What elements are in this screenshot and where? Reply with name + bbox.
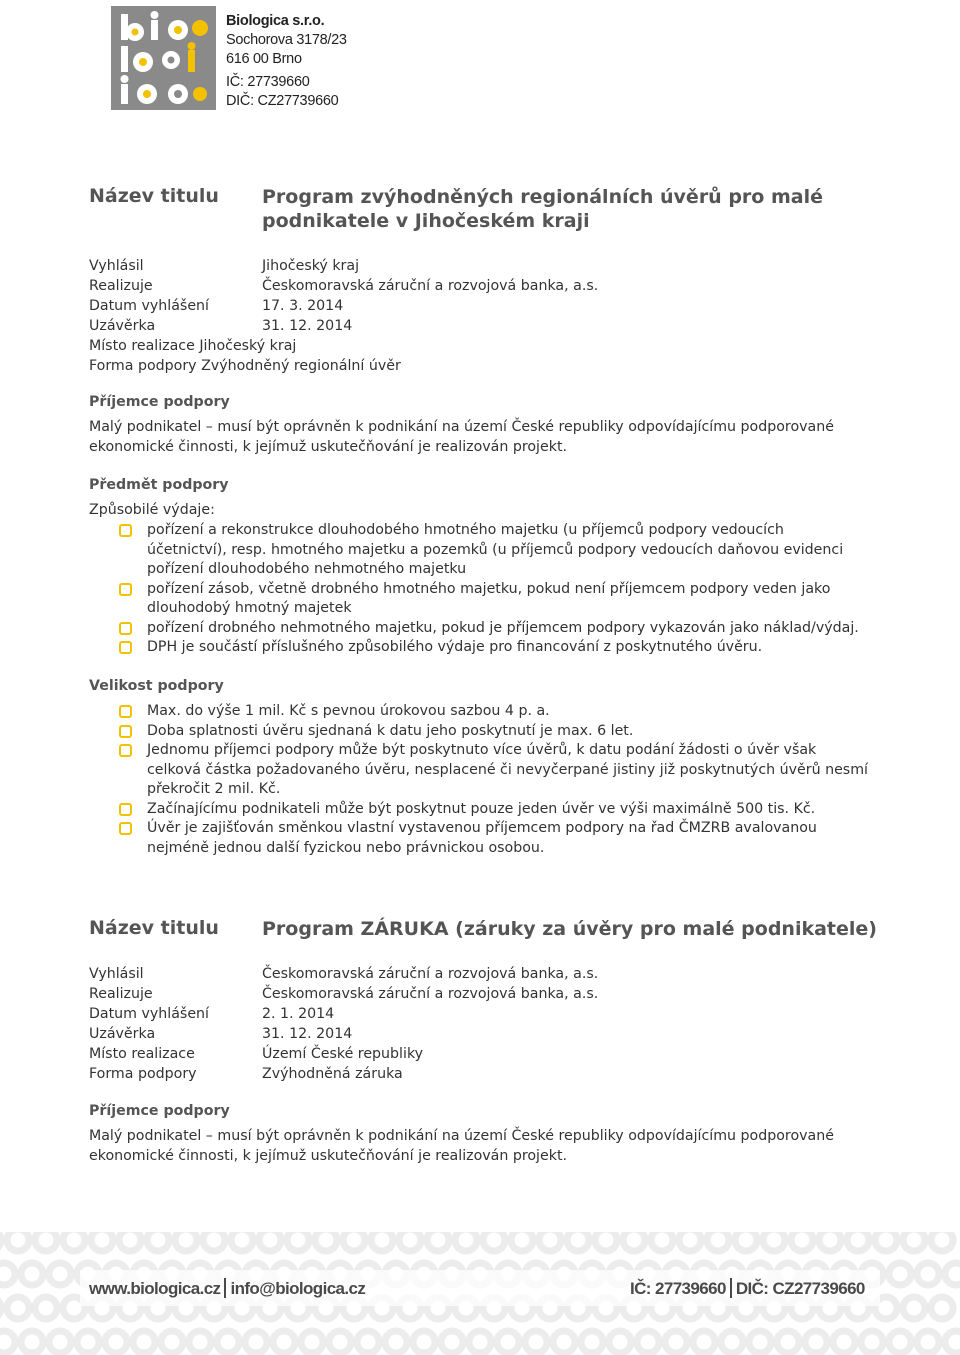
program2-info-table bbox=[89, 964, 889, 1084]
pattern-mark bbox=[147, 1232, 169, 1251]
pattern-mark bbox=[0, 1263, 15, 1285]
pattern-mark bbox=[819, 1232, 841, 1251]
info-label: Uzávěrka bbox=[89, 1026, 156, 1042]
pattern-mark bbox=[77, 1331, 99, 1353]
pattern-mark bbox=[665, 1331, 687, 1353]
pattern-mark bbox=[889, 1331, 911, 1353]
pattern-mark bbox=[119, 1232, 141, 1251]
info-label: Uzávěrka bbox=[89, 318, 156, 334]
info-row-datum bbox=[89, 296, 889, 316]
pattern-mark bbox=[287, 1232, 309, 1251]
info-label: Datum vyhlášení bbox=[89, 298, 209, 314]
pattern-mark bbox=[917, 1263, 939, 1285]
bullet-icon bbox=[119, 822, 132, 835]
pattern-mark bbox=[609, 1331, 631, 1353]
info-row-realizuje bbox=[89, 276, 889, 296]
bullet-icon bbox=[119, 583, 132, 596]
bullet-icon bbox=[119, 744, 132, 757]
info-value: 31. 12. 2014 bbox=[262, 1026, 353, 1042]
list-item-line: Max. do výše 1 mil. Kč s pevnou úrokovou sazbou 4 p. a. bbox=[147, 703, 550, 719]
pattern-mark bbox=[427, 1232, 449, 1251]
program1-prijemce-heading: Příjemce podpory bbox=[89, 394, 230, 410]
footer-web-link[interactable]: www.biologica.cz bbox=[89, 1279, 221, 1298]
program1-title bbox=[262, 185, 823, 233]
program1-zpusobile-label: Způsobilé výdaje: bbox=[89, 502, 215, 518]
program2-prijemce-heading: Příjemce podpory bbox=[89, 1103, 230, 1119]
info-row-realizuje bbox=[89, 984, 889, 1004]
footer-company-ids bbox=[630, 1278, 865, 1299]
pattern-mark bbox=[651, 1232, 673, 1251]
info-label: Vyhlásil bbox=[89, 966, 144, 982]
pattern-mark bbox=[903, 1297, 925, 1319]
pattern-mark bbox=[889, 1263, 911, 1285]
pattern-mark bbox=[721, 1331, 743, 1353]
footer-ic: IČ: 27739660 bbox=[630, 1279, 726, 1298]
pattern-mark bbox=[49, 1331, 71, 1353]
pattern-mark bbox=[35, 1297, 57, 1319]
pattern-mark bbox=[777, 1331, 799, 1353]
info-value: 17. 3. 2014 bbox=[262, 298, 344, 314]
pattern-mark bbox=[231, 1232, 253, 1251]
program1-info-table bbox=[89, 256, 889, 376]
pattern-mark bbox=[371, 1232, 393, 1251]
logo-graphic bbox=[111, 6, 216, 110]
list-item bbox=[89, 702, 909, 722]
pattern-mark bbox=[511, 1232, 533, 1251]
list-item bbox=[89, 800, 909, 820]
program1-title-line1: Program zvýhodněných regionálních úvěrů pro malé bbox=[262, 186, 823, 208]
program1-predmet-list bbox=[89, 521, 909, 658]
pattern-mark bbox=[203, 1232, 225, 1251]
program1-title-line2: podnikatele v Jihočeském kraji bbox=[262, 210, 590, 232]
company-street: Sochorova 3178/23 bbox=[226, 32, 347, 48]
pattern-mark bbox=[315, 1232, 337, 1251]
info-label: Datum vyhlášení bbox=[89, 1006, 209, 1022]
bullet-icon bbox=[119, 622, 132, 635]
pattern-mark bbox=[21, 1263, 43, 1285]
pattern-mark bbox=[0, 1232, 1, 1251]
list-item bbox=[89, 819, 909, 858]
info-label: Forma podpory bbox=[89, 1066, 197, 1082]
pattern-mark bbox=[707, 1232, 729, 1251]
pattern-mark bbox=[357, 1331, 379, 1353]
list-item-line: nejméně jednou další fyzickou nebo právnickou osobou. bbox=[147, 839, 545, 856]
pattern-mark bbox=[679, 1232, 701, 1251]
list-item-line: dlouhodobý hmotný majetek bbox=[147, 600, 352, 616]
pattern-mark bbox=[455, 1232, 477, 1251]
footer-separator bbox=[730, 1278, 732, 1298]
list-item bbox=[89, 619, 909, 639]
list-item-line: pořízení a rekonstrukce dlouhodobého hmotného majetku (u příjemců podpory vedoucích bbox=[147, 522, 784, 538]
pattern-mark bbox=[21, 1331, 43, 1353]
pattern-mark bbox=[637, 1331, 659, 1353]
pattern-mark bbox=[595, 1232, 617, 1251]
list-item-line: DPH je součástí příslušného způsobilého výdaje pro financování z poskytnutého úvěru. bbox=[147, 639, 763, 655]
pattern-mark bbox=[567, 1232, 589, 1251]
footer-email-link[interactable]: info@biologica.cz bbox=[230, 1279, 366, 1298]
pattern-mark bbox=[35, 1232, 57, 1251]
list-item bbox=[89, 638, 909, 658]
company-ic: IČ: 27739660 bbox=[226, 74, 310, 90]
bullet-icon bbox=[119, 705, 132, 718]
pattern-mark bbox=[343, 1232, 365, 1251]
text-line: Malý podnikatel – musí být oprávněn k podnikání na území České republiky odpovídajícímu podporované bbox=[89, 419, 834, 435]
info-value: Jihočeský kraj bbox=[199, 338, 297, 354]
info-row-vyhlasil bbox=[89, 256, 889, 276]
pattern-mark bbox=[735, 1232, 757, 1251]
pattern-mark bbox=[833, 1331, 855, 1353]
info-value: Jihočeský kraj bbox=[262, 258, 360, 274]
bullet-icon bbox=[119, 641, 132, 654]
program1-velikost-list bbox=[89, 702, 909, 858]
pattern-mark bbox=[133, 1331, 155, 1353]
pattern-mark bbox=[693, 1331, 715, 1353]
info-label: Vyhlásil bbox=[89, 258, 144, 274]
pattern-mark bbox=[7, 1297, 29, 1319]
pattern-mark bbox=[581, 1331, 603, 1353]
info-label: Realizuje bbox=[89, 278, 153, 294]
bullet-icon bbox=[119, 725, 132, 738]
program1-velikost-heading: Velikost podpory bbox=[89, 678, 224, 694]
pattern-mark bbox=[805, 1331, 827, 1353]
program1-prijemce-text bbox=[89, 418, 834, 457]
list-item bbox=[89, 722, 909, 742]
pattern-mark bbox=[175, 1232, 197, 1251]
pattern-mark bbox=[917, 1331, 939, 1353]
info-row-datum bbox=[89, 1004, 889, 1024]
info-row-vyhlasil bbox=[89, 964, 889, 984]
program2-title-label: Název titulu bbox=[89, 917, 219, 939]
pattern-mark bbox=[483, 1232, 505, 1251]
pattern-mark bbox=[7, 1232, 29, 1251]
footer-separator bbox=[224, 1278, 226, 1298]
program2-prijemce-text bbox=[89, 1127, 834, 1166]
info-value: Českomoravská záruční a rozvojová banka, a.s. bbox=[262, 966, 599, 982]
footer-dic: DIČ: CZ27739660 bbox=[735, 1279, 865, 1298]
list-item-line: Úvěr je zajišťován směnkou vlastní vystavenou příjemcem podpory na řad ČMZRB avalovanou bbox=[147, 820, 817, 836]
pattern-mark bbox=[441, 1331, 463, 1353]
company-logo bbox=[111, 6, 216, 110]
info-value: Zvýhodněná záruka bbox=[262, 1066, 403, 1082]
pattern-mark bbox=[931, 1297, 953, 1319]
pattern-mark bbox=[749, 1331, 771, 1353]
list-item bbox=[89, 521, 909, 580]
pattern-mark bbox=[469, 1331, 491, 1353]
info-row-uzaverka bbox=[89, 316, 889, 336]
list-item-line: účetnictví), resp. hmotného majetku a pozemků (u příjemců podpory vedoucích daňovou evidenci bbox=[147, 541, 844, 558]
info-value: Zvýhodněný regionální úvěr bbox=[201, 358, 401, 374]
info-value: 2. 1. 2014 bbox=[262, 1006, 335, 1022]
list-item bbox=[89, 580, 909, 619]
pattern-mark bbox=[525, 1331, 547, 1353]
bullet-icon bbox=[119, 524, 132, 537]
info-label: Forma podpory bbox=[89, 358, 197, 374]
list-item-line: Jednomu příjemci podpory může být poskytnuto více úvěrů, k datu podání žádosti o úvěr však bbox=[147, 742, 817, 758]
info-row-forma bbox=[89, 356, 889, 376]
list-item-line: překročit 2 mil. Kč. bbox=[147, 781, 281, 797]
pattern-mark bbox=[0, 1331, 15, 1353]
list-item-line: Doba splatnosti úvěru sjednaná k datu jeho poskytnutí je max. 6 let. bbox=[147, 722, 634, 739]
info-value: Českomoravská záruční a rozvojová banka, a.s. bbox=[262, 278, 599, 294]
pattern-mark bbox=[945, 1263, 960, 1285]
pattern-mark bbox=[105, 1331, 127, 1353]
info-label: Realizuje bbox=[89, 986, 153, 1002]
info-value: Území České republiky bbox=[262, 1046, 424, 1062]
pattern-mark bbox=[91, 1232, 113, 1251]
pattern-mark bbox=[399, 1232, 421, 1251]
pattern-mark bbox=[189, 1331, 211, 1353]
list-item-line: Začínajícímu podnikateli může být poskytnut pouze jeden úvěr ve výši maximálně 500 tis. Kč. bbox=[147, 800, 816, 817]
list-item-line: celková částka požadovaného úvěru, nesplacené či nevyčerpané jistiny již poskytnutých úvěrů nesmí bbox=[147, 761, 868, 778]
pattern-mark bbox=[0, 1297, 1, 1319]
list-item-line: pořízení zásob, včetně drobného hmotného majetku, pokud není příjemcem podpory veden jako bbox=[147, 580, 831, 597]
program2-title: Program ZÁRUKA (záruky za úvěry pro malé podnikatele) bbox=[262, 918, 877, 940]
pattern-mark bbox=[847, 1232, 869, 1251]
pattern-mark bbox=[791, 1232, 813, 1251]
company-address bbox=[226, 12, 347, 111]
company-dic: DIČ: CZ27739660 bbox=[226, 93, 339, 109]
pattern-mark bbox=[931, 1232, 953, 1251]
info-label: Místo realizace bbox=[89, 1046, 195, 1062]
list-item bbox=[89, 741, 909, 800]
text-line: ekonomické činnosti, k jejímuž uskutečňování je realizován projekt. bbox=[89, 438, 568, 455]
info-value: 31. 12. 2014 bbox=[262, 318, 353, 334]
info-row-misto bbox=[89, 1044, 889, 1064]
pattern-mark bbox=[539, 1232, 561, 1251]
company-name: Biologica s.r.o. bbox=[226, 13, 325, 29]
program1-title-label: Název titulu bbox=[89, 185, 219, 207]
pattern-mark bbox=[861, 1331, 883, 1353]
pattern-mark bbox=[763, 1232, 785, 1251]
pattern-mark bbox=[497, 1331, 519, 1353]
info-value: Českomoravská záruční a rozvojová banka, a.s. bbox=[262, 986, 599, 1002]
pattern-mark bbox=[245, 1331, 267, 1353]
list-item-line: pořízení dlouhodobého nehmotného majetku bbox=[147, 561, 467, 577]
pattern-mark bbox=[623, 1232, 645, 1251]
pattern-mark bbox=[161, 1331, 183, 1353]
pattern-mark bbox=[49, 1263, 71, 1285]
pattern-mark bbox=[301, 1331, 323, 1353]
text-line: ekonomické činnosti, k jejímuž uskutečňování je realizován projekt. bbox=[89, 1147, 568, 1164]
pattern-mark bbox=[329, 1331, 351, 1353]
pattern-mark bbox=[553, 1331, 575, 1353]
pattern-mark bbox=[273, 1331, 295, 1353]
footer-contacts bbox=[89, 1278, 365, 1299]
pattern-mark bbox=[385, 1331, 407, 1353]
pattern-mark bbox=[903, 1232, 925, 1251]
info-row-forma bbox=[89, 1064, 889, 1084]
pattern-mark bbox=[217, 1331, 239, 1353]
pattern-mark bbox=[259, 1232, 281, 1251]
pattern-mark bbox=[413, 1331, 435, 1353]
info-row-misto bbox=[89, 336, 889, 356]
bullet-icon bbox=[119, 803, 132, 816]
info-label: Místo realizace bbox=[89, 338, 195, 354]
text-line: Malý podnikatel – musí být oprávněn k podnikání na území České republiky odpovídajícímu podporované bbox=[89, 1128, 834, 1144]
pattern-mark bbox=[63, 1232, 85, 1251]
program1-predmet-heading: Předmět podpory bbox=[89, 477, 229, 493]
list-item-line: pořízení drobného nehmotného majetku, pokud je příjemcem podpory vykazován jako náklad/výdaj. bbox=[147, 619, 859, 636]
pattern-mark bbox=[875, 1232, 897, 1251]
pattern-mark bbox=[945, 1331, 960, 1353]
company-city: 616 00 Brno bbox=[226, 51, 302, 67]
info-row-uzaverka bbox=[89, 1024, 889, 1044]
